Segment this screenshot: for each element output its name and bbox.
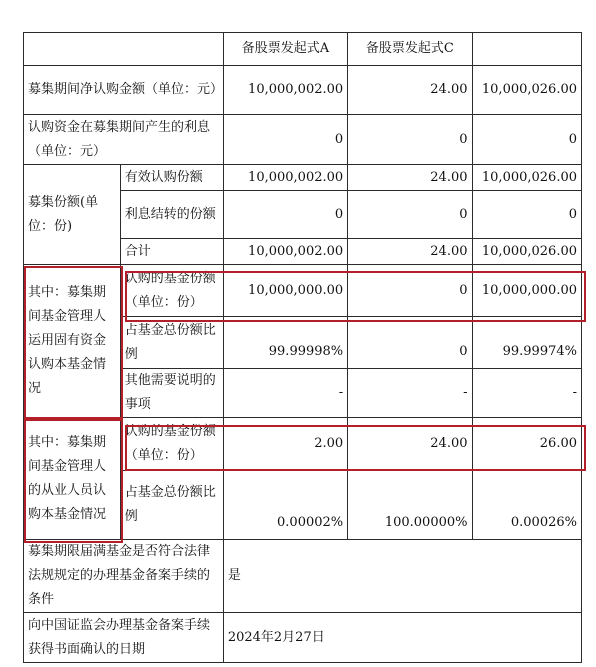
cell-total: 0 xyxy=(472,191,582,239)
cell-class-a: 0 xyxy=(223,191,347,239)
cell-class-a: 10,000,002.00 xyxy=(223,165,347,191)
group-label-shares: 募集份额(单位：份) xyxy=(24,165,121,265)
sub-label: 占基金总份额比例 xyxy=(120,471,223,540)
row-label: 募集期间净认购金额（单位：元） xyxy=(24,66,224,115)
cell-class-a: 2.00 xyxy=(223,418,347,471)
cell-class-c: 24.00 xyxy=(348,239,472,265)
cell-class-a: 0 xyxy=(223,115,347,165)
cell-class-c: 0 xyxy=(348,317,472,369)
header-blank xyxy=(24,33,224,66)
cell-total: 10,000,000.00 xyxy=(472,265,582,317)
cell-total: - xyxy=(472,369,582,418)
row-label: 认购资金在募集期间产生的利息（单位：元） xyxy=(24,115,224,165)
cell-class-c: 0 xyxy=(348,191,472,239)
cell-class-c: 0 xyxy=(348,115,472,165)
cell-class-c: 0 xyxy=(348,265,472,317)
header-row xyxy=(24,33,582,66)
cell-class-c: 24.00 xyxy=(348,165,472,191)
group-label-staff: 其中：募集期间基金管理人的从业人员认购本基金情况 xyxy=(24,418,121,540)
cell-class-a: 99.99998% xyxy=(223,317,347,369)
table-row xyxy=(24,165,582,191)
header-class-a: 备股票发起式A xyxy=(223,33,347,66)
cell-value: 是 xyxy=(223,540,581,613)
group-label-manager: 其中：募集期间基金管理人运用固有资金认购本基金情况 xyxy=(24,265,121,418)
fund-raising-table xyxy=(23,32,582,663)
sub-label: 利息结转的份额 xyxy=(120,191,223,239)
cell-class-a: 0.00002% xyxy=(223,471,347,540)
cell-class-a: - xyxy=(223,369,347,418)
cell-class-c: 24.00 xyxy=(348,66,472,115)
header-total xyxy=(472,33,582,66)
cell-total: 99.99974% xyxy=(472,317,582,369)
interest-row xyxy=(24,115,582,165)
filing-date-row xyxy=(24,613,582,663)
cell-value: 2024年2月27日 xyxy=(223,613,581,663)
sub-label: 占基金总份额比例 xyxy=(120,317,223,369)
cell-total: 0.00026% xyxy=(472,471,582,540)
table-row xyxy=(24,418,582,471)
cell-class-a: 10,000,002.00 xyxy=(223,66,347,115)
cell-class-c: 24.00 xyxy=(348,418,472,471)
sub-label: 有效认购份额 xyxy=(120,165,223,191)
sub-label: 合计 xyxy=(120,239,223,265)
row-label: 募集期限届满基金是否符合法律法规规定的办理基金备案手续的条件 xyxy=(24,540,224,613)
cell-class-c: 100.00000% xyxy=(348,471,472,540)
cell-total: 0 xyxy=(472,115,582,165)
sub-label: 认购的基金份额（单位：份） xyxy=(120,418,223,471)
table-row xyxy=(24,265,582,317)
cell-class-c: - xyxy=(348,369,472,418)
cell-class-a: 10,000,002.00 xyxy=(223,239,347,265)
cell-class-a: 10,000,000.00 xyxy=(223,265,347,317)
filing-compliance-row xyxy=(24,540,582,613)
sub-label: 认购的基金份额（单位：份） xyxy=(120,265,223,317)
cell-total: 10,000,026.00 xyxy=(472,239,582,265)
cell-total: 10,000,026.00 xyxy=(472,165,582,191)
cell-total: 10,000,026.00 xyxy=(472,66,582,115)
header-class-c: 备股票发起式C xyxy=(348,33,472,66)
sub-label: 其他需要说明的事项 xyxy=(120,369,223,418)
row-label: 向中国证监会办理基金备案手续获得书面确认的日期 xyxy=(24,613,224,663)
cell-total: 26.00 xyxy=(472,418,582,471)
net-subscription-row xyxy=(24,66,582,115)
